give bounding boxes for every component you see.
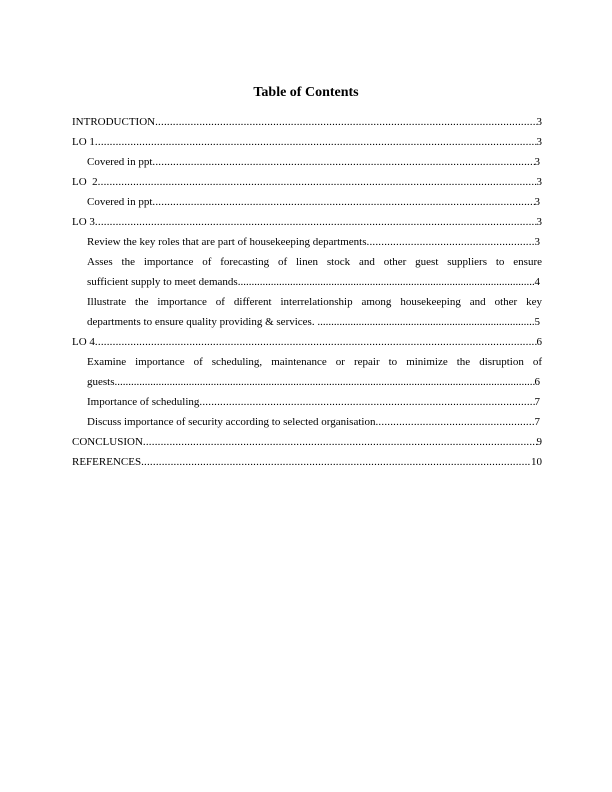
- toc-page-number: 3: [536, 216, 542, 228]
- toc-entry-text-line1: Illustrate the importance of different interrelationship among housekeeping and other key: [87, 296, 542, 308]
- toc-entry-lo4-security[interactable]: [72, 412, 540, 432]
- toc-entry-text: LO 2: [72, 176, 98, 188]
- toc-page-number: 10: [531, 456, 542, 468]
- toc-entry-lo4[interactable]: [72, 332, 542, 352]
- toc-entry-text: CONCLUSION: [72, 436, 143, 448]
- toc-entry-introduction[interactable]: [72, 112, 542, 132]
- toc-entry-lo3[interactable]: [72, 212, 542, 232]
- toc-entry-lo4-scheduling-maintenance[interactable]: [72, 352, 542, 392]
- toc-entry-text: INTRODUCTION: [72, 116, 156, 128]
- toc-entry-references[interactable]: [72, 452, 542, 472]
- toc-entry-text: Discuss importance of security according to selected organisation: [87, 416, 376, 428]
- toc-entry-text: Covered in ppt: [87, 196, 153, 208]
- toc-page-number: 3: [536, 116, 542, 128]
- toc-page-number: 4: [534, 276, 540, 288]
- toc-entry-text-line2: sufficient supply to meet demands: [87, 276, 238, 288]
- toc-entry-text-line2: guests: [87, 376, 115, 388]
- toc-entry-lo2[interactable]: [72, 172, 542, 192]
- toc-entry-text: Review the key roles that are part of housekeeping departments: [87, 236, 367, 248]
- toc-page-number: 3: [534, 196, 540, 208]
- toc-entry-lo3-interrelationship[interactable]: [72, 292, 542, 332]
- toc-entry-text: Covered in ppt: [87, 156, 153, 168]
- toc-page-number: 3: [536, 136, 542, 148]
- toc-page-number: 9: [536, 436, 542, 448]
- toc-entry-text: LO 4: [72, 336, 95, 348]
- toc-list: [72, 112, 542, 472]
- toc-page-number: 7: [534, 396, 540, 408]
- toc-entry-text: Importance of scheduling: [87, 396, 200, 408]
- toc-page-number: 3: [536, 176, 542, 188]
- toc-page-number: 6: [534, 376, 540, 388]
- toc-entry-text: LO 1: [72, 136, 95, 148]
- toc-page-number: 3: [534, 236, 540, 248]
- toc-entry-lo1[interactable]: [72, 132, 542, 152]
- toc-entry-text: REFERENCES: [72, 456, 142, 468]
- toc-title: Table of Contents: [253, 85, 359, 100]
- toc-entry-text-line1: Asses the importance of forecasting of linen stock and other guest suppliers to ensure: [87, 256, 542, 268]
- toc-entry-text-line1: Examine importance of scheduling, maintenance or repair to minimize the disruption of: [87, 356, 542, 368]
- toc-entry-lo3-key-roles[interactable]: [72, 232, 540, 252]
- toc-entry-conclusion[interactable]: [72, 432, 542, 452]
- toc-entry-lo4-importance-scheduling[interactable]: [72, 392, 540, 412]
- toc-entry-lo2-covered[interactable]: [72, 192, 540, 212]
- toc-page-number: 3: [534, 156, 540, 168]
- toc-entry-text-line2: departments to ensure quality providing & services.: [87, 316, 318, 328]
- toc-entry-lo1-covered[interactable]: [72, 152, 540, 172]
- toc-page-number: 6: [536, 336, 542, 348]
- toc-page-number: 5: [534, 316, 540, 328]
- toc-entry-text: LO 3: [72, 216, 95, 228]
- toc-entry-lo3-forecasting[interactable]: [72, 252, 542, 292]
- toc-page-number: 7: [534, 416, 540, 428]
